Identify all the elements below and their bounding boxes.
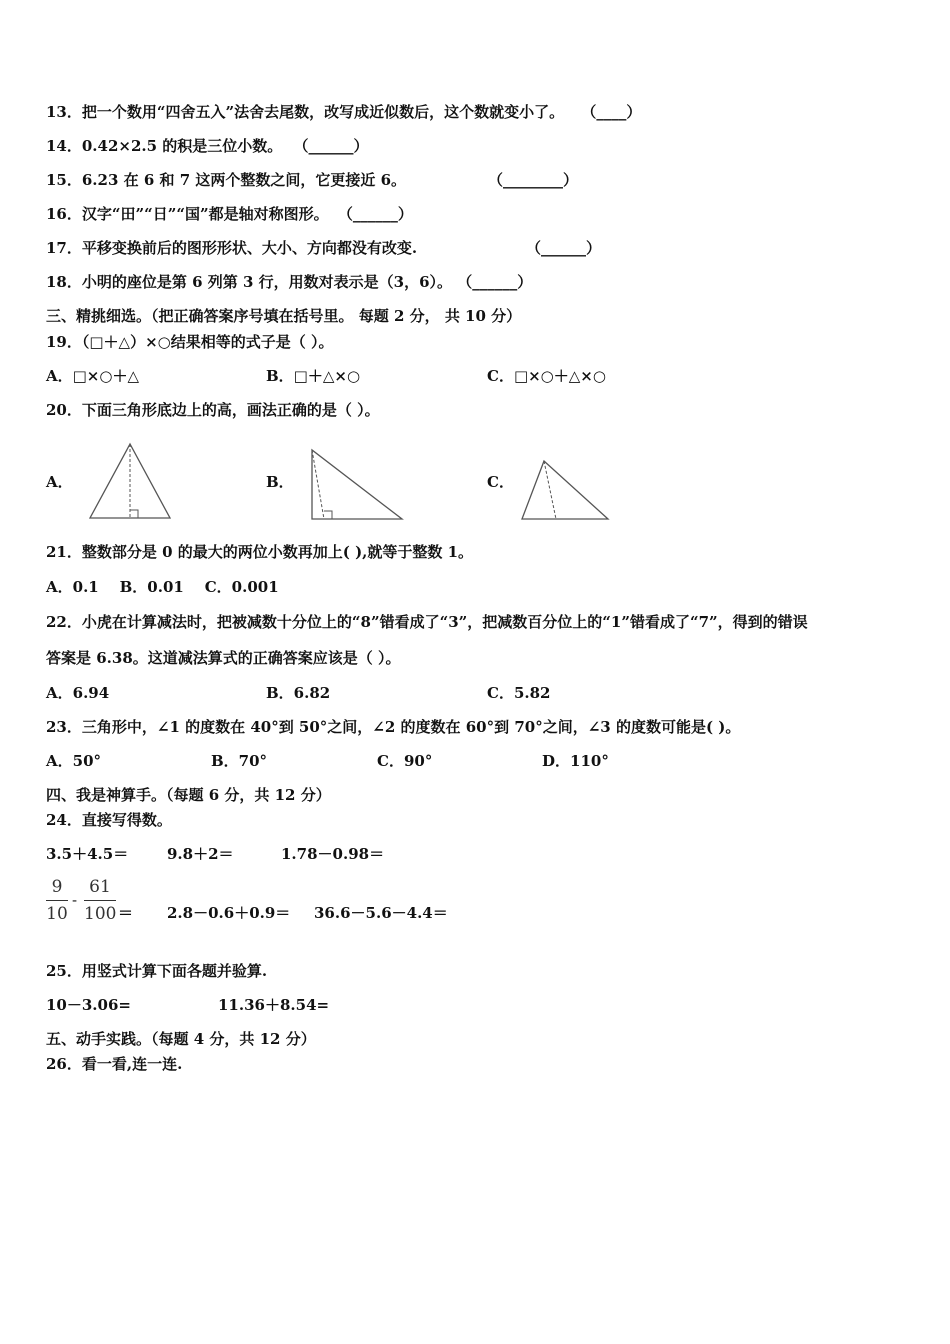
fraction-bar — [46, 900, 68, 901]
answer-blank-17[interactable]: （______） — [526, 239, 602, 257]
equals-sign: ＝ — [118, 904, 134, 922]
section-heading-4: 四、我是神算手。（每题 6 分，共 12 分） — [46, 786, 331, 804]
question-14 — [46, 136, 369, 156]
answer-blank-15[interactable]: （________） — [488, 171, 579, 189]
question-text: 15．6.23 在 6 和 7 这两个整数之间，它更接近 6。 — [46, 171, 407, 189]
calc-item: 36.6－5.6－4.4＝ — [314, 904, 448, 922]
question-24: 24．直接写得数。 — [46, 811, 172, 829]
calc-item: 9.8＋2＝ — [167, 845, 234, 863]
question-17 — [46, 238, 417, 258]
section-heading-5: 五、动手实践。（每题 4 分，共 12 分） — [46, 1030, 316, 1048]
option-c[interactable]: C．90° — [377, 752, 433, 770]
fraction-denominator: 100 — [84, 904, 117, 924]
answer-blank[interactable]: （______） — [457, 273, 533, 291]
fraction-numerator: 9 — [51, 877, 63, 897]
question-21-options[interactable]: A．0.1 B．0.01 C．0.001 — [46, 578, 279, 596]
question-text: 17．平移变换前后的图形形状、大小、方向都没有改变. — [46, 239, 418, 257]
question-23: 23．三角形中，∠1 的度数在 40°到 50°之间，∠2 的度数在 60°到 70°之间，∠3 的度数可能是( )。 — [46, 718, 741, 736]
calc-item: 2.8－0.6＋0.9＝ — [167, 904, 291, 922]
fraction-numerator: 61 — [89, 877, 111, 897]
question-18 — [46, 272, 532, 292]
question-15 — [46, 170, 406, 190]
option-a-label[interactable]: A． — [46, 473, 73, 491]
fraction-61-100 — [84, 876, 116, 925]
option-a[interactable]: A．6.94 — [46, 684, 110, 702]
question-text: 14．0.42×2.5 的积是三位小数。 — [46, 137, 283, 155]
question-20: 20．下面三角形底边上的高，画法正确的是（ ）。 — [46, 401, 380, 419]
minus-sign: - — [72, 891, 78, 909]
question-22-line-1: 22．小虎在计算减法时，把被减数十分位上的“8”错看成了“3”，把减数百分位上的“1”错看成了“7”，得到的错误 — [46, 613, 808, 631]
fraction-9-10 — [46, 876, 68, 925]
triangle-a-diagram — [82, 438, 182, 528]
question-16 — [46, 204, 413, 224]
question-25: 25．用竖式计算下面各题并验算. — [46, 962, 268, 980]
option-a[interactable]: A．□×○＋△ — [46, 367, 140, 385]
question-26: 26．看一看,连一连. — [46, 1055, 183, 1073]
option-a[interactable]: A．50° — [46, 752, 102, 770]
fraction-bar — [84, 900, 116, 901]
option-d[interactable]: D．110° — [542, 752, 609, 770]
calc-item: 10－3.06= — [46, 996, 131, 1014]
option-c[interactable]: C．5.82 — [487, 684, 551, 702]
option-b-label[interactable]: B． — [266, 473, 294, 491]
question-19: 19．（□＋△）×○结果相等的式子是（ ）。 — [46, 333, 334, 351]
calc-item: 1.78－0.98＝ — [281, 845, 385, 863]
option-c[interactable]: C．□×○＋△×○ — [487, 367, 606, 385]
triangle-c-diagram — [514, 455, 614, 535]
question-13 — [46, 102, 641, 122]
option-b[interactable]: B．6.82 — [266, 684, 331, 702]
answer-blank[interactable]: （____） — [581, 103, 642, 121]
calc-item: 3.5＋4.5＝ — [46, 845, 129, 863]
question-21: 21．整数部分是 0 的最大的两位小数再加上( ),就等于整数 1。 — [46, 543, 474, 561]
option-c-label[interactable]: C． — [487, 473, 514, 491]
answer-blank[interactable]: （______） — [293, 137, 369, 155]
question-text: 18．小明的座位是第 6 列第 3 行，用数对表示是（3，6）。 — [46, 273, 453, 291]
option-b[interactable]: B．70° — [211, 752, 268, 770]
fraction-denominator: 10 — [46, 904, 68, 924]
calc-item: 11.36＋8.54= — [218, 996, 330, 1014]
question-text: 13．把一个数用“四舍五入”法舍去尾数，改写成近似数后，这个数就变小了。 — [46, 103, 565, 121]
triangle-b-diagram — [304, 444, 414, 534]
option-b[interactable]: B．□＋△×○ — [266, 367, 361, 385]
section-heading-3: 三、精挑细选。（把正确答案序号填在括号里。 每题 2 分， 共 10 分） — [46, 307, 522, 325]
answer-blank[interactable]: （______） — [337, 205, 413, 223]
question-22-line-2: 答案是 6.38。这道减法算式的正确答案应该是（ ）。 — [46, 649, 401, 667]
question-text: 16．汉字“田”“日”“国”都是轴对称图形。 — [46, 205, 329, 223]
